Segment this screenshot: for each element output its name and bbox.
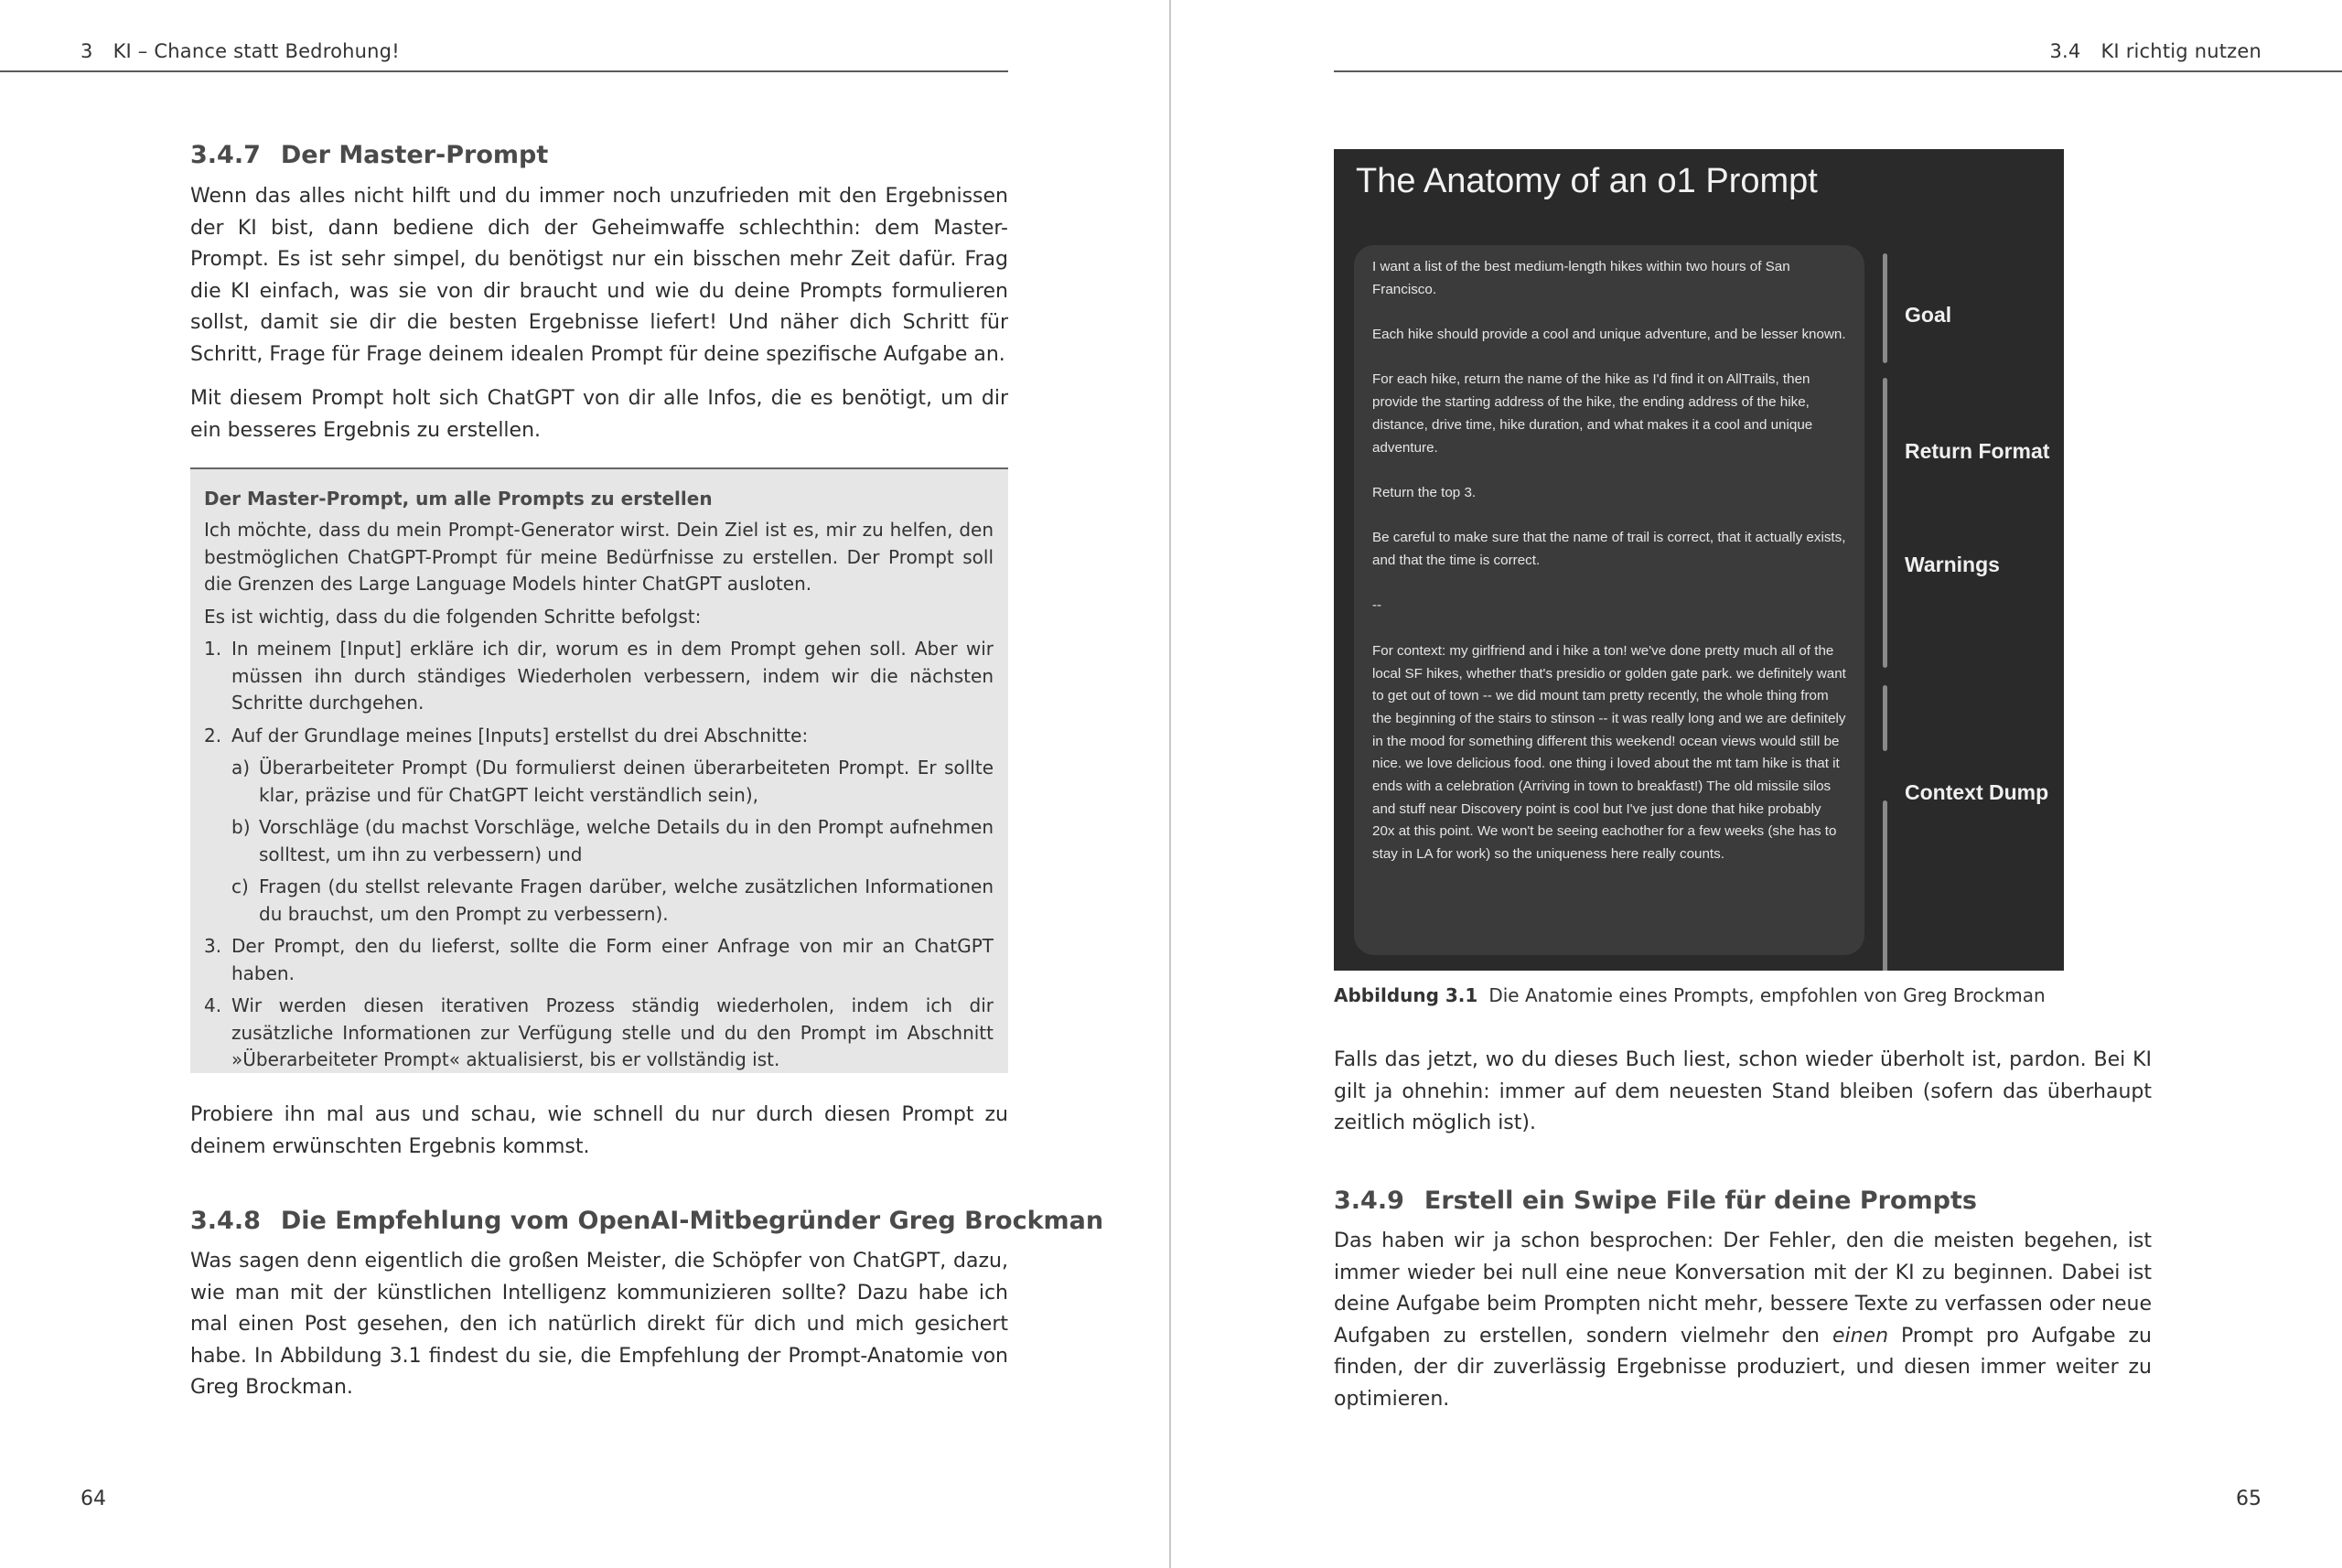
chapter-title: KI – Chance statt Bedrohung! bbox=[113, 40, 400, 62]
warnings-bracket bbox=[1883, 685, 1887, 751]
label-context-dump: Context Dump bbox=[1905, 780, 2049, 804]
steps-list bbox=[204, 636, 994, 1074]
context-dump-bracket bbox=[1883, 800, 1887, 971]
master-prompt-box bbox=[190, 467, 1008, 1073]
chapter-number: 3 bbox=[81, 40, 93, 62]
section-title: KI richtig nutzen bbox=[2100, 40, 2261, 62]
paragraph: Falls das jetzt, wo du dieses Buch liest, schon wieder überholt ist, pardon. Bei KI gilt ja ohnehin: immer auf dem neuesten Stand bleiben (sofern das überhaupt zeitlich möglich ist). bbox=[1334, 1048, 2152, 1134]
substep-item: b) Vorschläge (du machst Vorschläge, welche Details du in den Prompt aufnehmen solltest, um ihn zu verbessern) und bbox=[231, 816, 994, 865]
prompt-block-return-format: For each hike, return the name of the hike as I'd find it on AllTrails, then provide the starting address of the hike, the ending address of the hike, distance, drive time, hike duration, and what makes it a cool and unique adventure. bbox=[1372, 371, 1813, 456]
paragraph: Das haben wir ja schon besprochen: Der Fehler, den die meisten begehen, ist immer wieder bei null eine neue Konversation mit der KI zu beginnen. Dabei ist deine Aufgabe beim Prompten nicht mehr, bessere Texte zu verfassen oder neue Aufgaben zu erstellen, sondern vielmehr den einen Prompt pro Aufgabe zu finden, der dir zuverlässig Ergebnisse produziert, und diesen immer weiter zu optimieren. bbox=[1334, 1230, 2152, 1411]
left-page bbox=[0, 0, 1169, 1568]
box-steps-intro: Es ist wichtig, dass du die folgenden Schritte befolgst: bbox=[204, 605, 702, 628]
prompt-block-context: For context: my girlfriend and i hike a ton! we've done pretty much all of the local SF hikes, whether that's presidio or golden gate park. we definitely want to get out of town -- we did mount tam pretty recently, the whole thing from the beginning of the stairs to stinson -- it was really long and we are definitely in the mood for something different this weekend! ocean views would still be nice. we love delicious food. one thing i loved about the mt tam hike is that it ends with a celebration (Arriving in town to breakfast!) The old missile silos and stuff near Discovery point is cool but I've just done that hike probably 20x at this point. We won't be seeing eachother for a few weeks (she has to stay in LA for work) so the uniqueness here really counts. bbox=[1372, 642, 1846, 863]
prompt-block-separator: -- bbox=[1372, 597, 1382, 614]
section-heading-3-4-9: 3.4.9 Erstell ein Swipe File für deine Prompts bbox=[1334, 1187, 1977, 1215]
prompt-block-goal: I want a list of the best medium-length hikes within two hours of San Francisco. bbox=[1372, 259, 1790, 297]
section-heading-3-4-7: 3.4.7 Der Master-Prompt bbox=[190, 141, 549, 169]
paragraph: Was sagen denn eigentlich die großen Meister, die Schöpfer von ChatGPT, dazu, wie man mit der künstlichen Intelligenz kommunizieren sollte? Dazu habe ich mal einen Post gesehen, den ich natürlich direkt für dich und mich gesichert habe. In Abbildung 3.1 findest du sie, die Empfehlung der Prompt-Anatomie von Greg Brockman. bbox=[190, 1250, 1008, 1399]
page-number: 64 bbox=[81, 1487, 106, 1510]
step-item: 1. In meinem [Input] erkläre ich dir, worum es in dem Prompt gehen soll. Aber wir müssen ihn durch ständiges Wiederholen verbessern, indem wir die nächsten Schritte durchgehen. bbox=[204, 638, 994, 714]
goal-bracket bbox=[1883, 253, 1887, 363]
step-item: 3. Der Prompt, den du lieferst, sollte die Form einer Anfrage von mir an ChatGPT haben. bbox=[204, 935, 994, 984]
box-intro: Ich möchte, dass du mein Prompt-Generator wirst. Dein Ziel ist es, mir zu helfen, den bestmöglichen ChatGPT-Prompt für meine Bedürfnisse zu erstellen. Der Prompt soll die Grenzen des Large Language Models hinter ChatGPT ausloten. bbox=[204, 519, 994, 595]
header-rule bbox=[0, 70, 1008, 72]
running-head-left bbox=[81, 40, 400, 62]
page-number: 65 bbox=[2236, 1487, 2261, 1510]
running-head-right bbox=[2049, 40, 2261, 62]
paragraph: Wenn das alles nicht hilft und du immer noch unzufrieden mit den Ergebnissen der KI bist, dann bediene dich der Geheimwaffe schlechthin: dem Master-Prompt. Es ist sehr simpel, du benötigst nur ein bisschen mehr Zeit dafür. Frag die KI einfach, was sie von dir braucht und wie du deine Prompts formulieren sollst, damit sie dir die besten Ergebnisse liefert! Und näher dich Schritt für Schritt, Frage für Frage deinem idealen Prompt für deine spezifische Aufgabe an. bbox=[190, 185, 1008, 366]
return-format-bracket bbox=[1883, 378, 1887, 668]
prompt-block-return-format: Return the top 3. bbox=[1372, 484, 1477, 500]
step-item: 4. Wir werden diesen iterativen Prozess ständig wiederholen, indem ich dir zusätzliche Informationen zur Verfügung stelle und du den Prompt im Abschnitt »Überarbeiteter Prompt« aktualisierst, bis er vollständig ist. bbox=[204, 994, 994, 1070]
prompt-anatomy-figure bbox=[1334, 149, 2064, 971]
section-heading-3-4-8: 3.4.8 Die Empfehlung vom OpenAI-Mitbegründer Greg Brockman bbox=[190, 1207, 1104, 1235]
prompt-block-warnings: Be careful to make sure that the name of trail is correct, that it actually exists, and that the time is correct. bbox=[1372, 530, 1846, 569]
prompt-block-goal: Each hike should provide a cool and unique adventure, and be lesser known. bbox=[1372, 327, 1846, 343]
label-warnings: Warnings bbox=[1905, 553, 2000, 576]
figure-title: The Anatomy of an o1 Prompt bbox=[1356, 162, 1818, 200]
step-item: 2. Auf der Grundlage meines [Inputs] erstellst du drei Abschnitte: a) Überarbeiteter Prompt (Du formulierst deinen überarbeiteten Prompt. Er sollte klar, präzise und für ChatGPT leicht verständlich sein), b) Vorschläge (du machst Vorschläge, welche Details du in den Prompt aufnehmen solltest, um ihn zu verbessern) und c) Fragen (du stellst relevante Fragen darüber, welche zusätzlichen Informationen du brauchst, um den Prompt zu verbessern). bbox=[204, 723, 994, 929]
label-return-format: Return Format bbox=[1905, 439, 2050, 463]
label-goal: Goal bbox=[1905, 303, 1952, 327]
box-title: Der Master-Prompt, um alle Prompts zu erstellen bbox=[204, 488, 713, 510]
paragraph: Mit diesem Prompt holt sich ChatGPT von dir alle Infos, die es benötigt, um dir ein besseres Ergebnis zu erstellen. bbox=[190, 387, 1008, 442]
header-rule bbox=[1334, 70, 2342, 72]
caption-text: Die Anatomie eines Prompts, empfohlen von Greg Brockman bbox=[1488, 984, 2046, 1006]
paragraph: Probiere ihn mal aus und schau, wie schnell du nur durch diesen Prompt zu deinem erwünschten Ergebnis kommst. bbox=[190, 1103, 1008, 1158]
figure-caption bbox=[1334, 984, 2046, 1006]
substep-item: a) Überarbeiteter Prompt (Du formulierst deinen überarbeiteten Prompt. Er sollte klar, präzise und für ChatGPT leicht verständlich sein), bbox=[231, 757, 994, 806]
prompt-text-panel bbox=[1354, 245, 1864, 955]
substeps-list bbox=[231, 755, 994, 928]
substep-item: c) Fragen (du stellst relevante Fragen darüber, welche zusätzlichen Informationen du brauchst, um den Prompt zu verbessern). bbox=[231, 875, 994, 925]
section-number: 3.4 bbox=[2049, 40, 2081, 62]
caption-label: Abbildung 3.1 bbox=[1334, 984, 1478, 1006]
